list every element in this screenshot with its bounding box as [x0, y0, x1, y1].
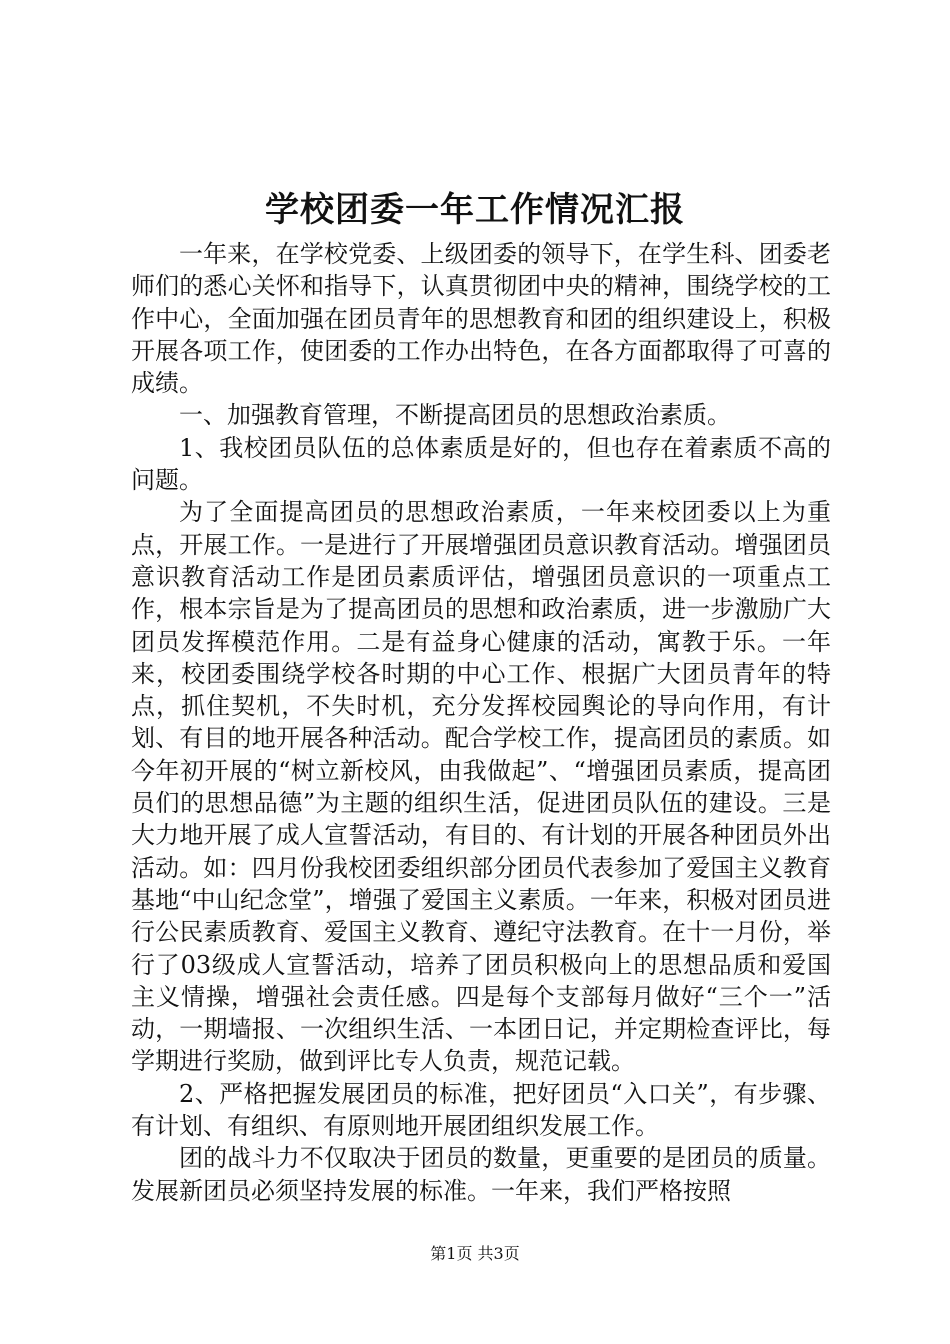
- paragraph-point-2: 2、严格把握发展团员的标准，把好团员“入口关”，有步骤、有计划、有组织、有原则地开展团组织发展工作。: [131, 1079, 831, 1141]
- paragraph-point-1: 1、我校团员队伍的总体素质是好的，但也存在着素质不高的问题。: [131, 433, 831, 495]
- document-body: [131, 238, 831, 1207]
- paragraph-section-heading: 一、加强教育管理，不断提高团员的思想政治素质。: [179, 401, 731, 430]
- paragraph-point-2-detail: 团的战斗力不仅取决于团员的数量，更重要的是团员的质量。发展新团员必须坚持发展的标准。一年来，我们严格按照: [131, 1144, 831, 1205]
- document-title: 学校团委一年工作情况汇报: [265, 190, 685, 230]
- page-number-footer: 第1页 共3页: [430, 1244, 520, 1263]
- paragraph-intro: 一年来，在学校党委、上级团委的领导下，在学生科、团委老师们的悉心关怀和指导下，认真贯彻团中央的精神，围绕学校的工作中心，全面加强在团员青年的思想教育和团的组织建设上，积极开展各项工作，使团委的工作办出特色，在各方面都取得了可喜的成绩。: [131, 240, 831, 398]
- paragraph-point-1-detail: 为了全面提高团员的思想政治素质，一年来校团委以上为重点，开展工作。一是进行了开展增强团员意识教育活动。增强团员意识教育活动工作是团员素质评估，增强团员意识的一项重点工作，根本宗旨是为了提高团员的思想和政治素质，进一步激励广大团员发挥模范作用。二是有益身心健康的活动，寓教于乐。一年来，校团委围绕学校各时期的中心工作、根据广大团员青年的特点，抓住契机，不失时机，充分发挥校园舆论的导向作用，有计划、有目的地开展各种活动。配合学校工作，提高团员的素质。如今年初开展的“树立新校风，由我做起”、“增强团员素质，提高团员们的思想品德”为主题的组织生活，促进团员队伍的建设。三是大力地开展了成人宣誓活动，有目的、有计划的开展各种团员外出活动。如：四月份我校团委组织部分团员代表参加了爱国主义教育基地“中山纪念堂”，增强了爱国主义素质。一年来，积极对团员进行公民素质教育、爱国主义教育、遵纪守法教育。在十一月份，举行了03级成人宣誓活动，培养了团员积极向上的思想品质和爱国主义情操，增强社会责任感。四是每个支部每月做好“三个一”活动，一期墙报、一次组织生活、一本团日记，并定期检查评比，每学期进行奖励，做到评比专人负责，规范记载。: [131, 498, 831, 1076]
